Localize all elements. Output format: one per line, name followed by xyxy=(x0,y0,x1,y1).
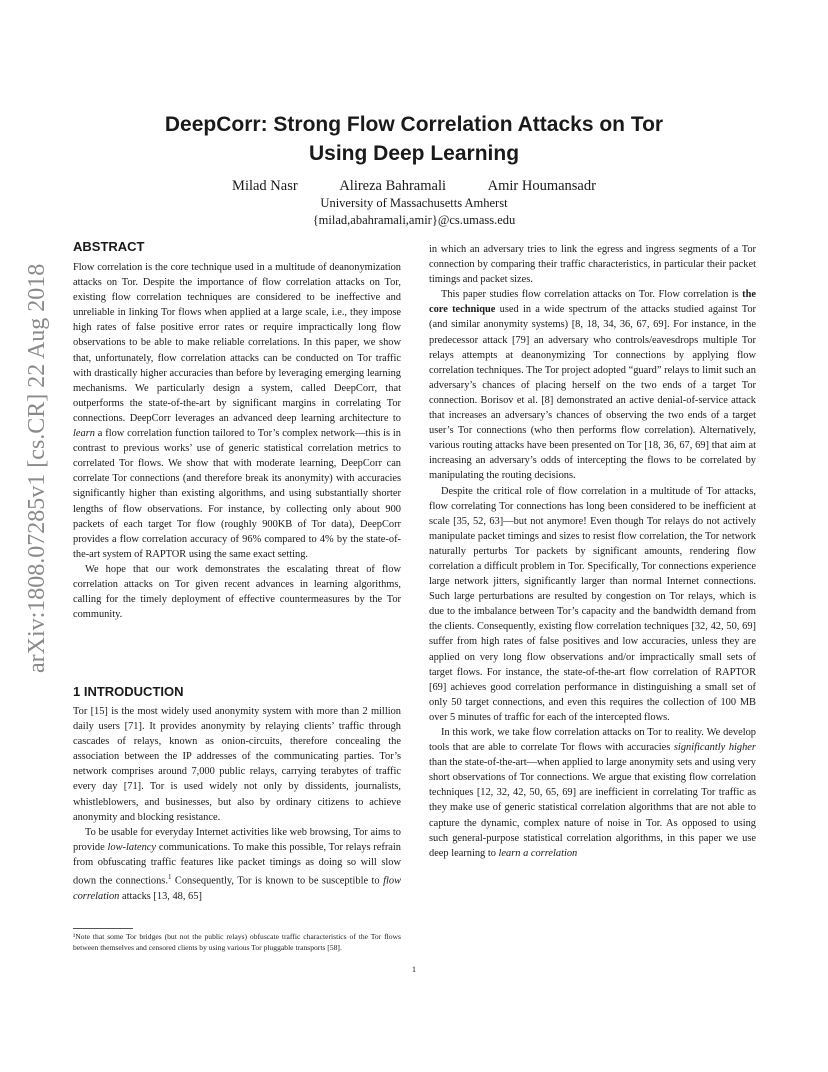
body-paragraph: in which an adversary tries to link the egress and ingress segments of a Tor connection by comparing their traffic characteristics, in particular their packet timings and packet sizes. xyxy=(429,244,756,286)
emphasis: learn a correlation xyxy=(498,847,578,859)
introduction-body-left xyxy=(73,704,401,904)
body-paragraph xyxy=(429,725,756,861)
text-run: than the state-of-the-art—when applied to large anonymity sets and using very short observations of Tor connections. We argue that existing flow correlation techniques [12, 32, 42, 50, 65, 69] are inefficient in correlating Tor traffic as they make use of generic statistical correlation algorithms that are not able to capture the dynamic, complex nature of noise in Tor. As opposed to using such general-purpose statistical correlation algorithms, in this paper we use deep learning to xyxy=(429,757,756,859)
author-name: Alireza Bahramali xyxy=(339,178,446,194)
text-run: Consequently, Tor is known to be susceptible to xyxy=(174,875,380,887)
text-run: In this work, we take flow correlation attacks on Tor to reality. We develop tools that are able to correlate Tor flows with accuracies xyxy=(429,727,756,754)
author-name: Milad Nasr xyxy=(232,178,298,194)
title-line-2: Using Deep Learning xyxy=(308,142,520,165)
text-run: used in a wide spectrum of the attacks studied against Tor (and similar anonymity systems) [8, 18, 34, 36, 67, 69]. For instance, in the predecessor attack [79] an adversary who controls/eavesdrops multiple Tor relays attempts at deanonymizing Tor connections by applying flow correlation techniques. The Tor project adopted “guard” relays to limit such an adversary’s chances of placing herself on the two ends of a target Tor connection. Borisov et al. [8] demonstrated an active denial-of-service attack that increases an adversary’s chances of observing the two ends of a target user’s Tor connections (who then performs flow correlation). Alternatively, various routing attacks have been presented on Tor [18, 36, 67, 69] that aim at increasing an adversary’s odds of intercepting the flows to be correlated by manipulating the routing decisions. xyxy=(429,304,756,482)
abstract-heading: ABSTRACT xyxy=(73,239,145,254)
text-run: a flow correlation function tailored to Tor’s complex network—this is in contrast to previous works’ use of generic statistical correlation metrics to correlated Tor flows. We show that with moderate learning, DeepCorr can correlate Tor connections (and therefore break its anonymity) with accuracies significantly higher than existing algorithms, and using substantially shorter lengths of flow observations. For instance, by collecting only about 900 packets of each target Tor flow (roughly 900KB of Tor data), DeepCorr provides a flow correlation accuracy of 96% compared to 4% by the state-of-the-art system of RAPTOR using the same exact setting. xyxy=(73,428,401,560)
footnote-rule xyxy=(73,928,133,929)
footnote-marker: 1 xyxy=(167,873,172,882)
author-name: Amir Houmansadr xyxy=(487,178,596,194)
footnote: ¹Note that some Tor bridges (but not the public relays) obfuscate traffic characteristics of the Tor flows between themselves and censored clients by using various Tor pluggable transports [58]. xyxy=(73,932,401,952)
text-run: This paper studies flow correlation attacks on Tor. Flow correlation is xyxy=(441,289,739,301)
emphasis: significantly higher xyxy=(673,742,756,754)
text-run: Flow correlation is the core technique used in a multitude of deanonymization attacks on Tor. Despite the importance of flow correlation attacks on Tor, existing flow correlation techniques are considered to be ineffective and unreliable in linking Tor flows when applied at a large scale, i.e., they impose high rates of false positive error rates or require impractically long flow observations to be able to make reliable correlations. In this paper, we show that, unfortunately, flow correlation attacks can be conducted on Tor traffic with drastically higher accuracies than before by leveraging emerging learning mechanisms. We particularly design a system, called DeepCorr, that outperforms the state-of-the-art by significant margins in correlating Tor connections. DeepCorr leverages an advanced deep learning architecture to xyxy=(73,262,401,424)
section-heading-introduction: 1 INTRODUCTION xyxy=(73,684,184,699)
title-line-1: DeepCorr: Strong Flow Correlation Attacks on Tor xyxy=(164,113,664,136)
body-paragraph xyxy=(73,825,401,904)
emphasis: learn xyxy=(73,428,95,440)
text-run: To be usable for everyday Internet activities like web browsing, Tor aims to provide xyxy=(73,826,401,853)
author-list xyxy=(90,178,738,195)
arxiv-stamp: arXiv:1808.07285v1 [cs.CR] 22 Aug 2018 xyxy=(24,263,50,673)
text-run: communications. To make this possible, Tor relays refrain from obfuscating traffic features like packet timings as doing so will slow down the connections. xyxy=(73,841,401,887)
body-paragraph: Tor [15] is the most widely used anonymity system with more than 2 million daily users [71]. It provides anonymity by relaying clients’ traffic through cascades of relays, known as onion-circuits, therefore concealing the association between the IP addresses of the communicating parties. Tor’s network comprises around 7,000 public relays, carrying terabytes of traffic every day [71]. Tor is used widely not only by dissidents, journalists, whistleblowers, and businesses, but also by ordinary citizens to achieve anonymity and blocking resistance. xyxy=(73,706,401,823)
body-paragraph: Despite the critical role of flow correlation in a multitude of Tor attacks, flow correlating Tor connections has long been considered to be inefficient at scale [35, 52, 63]—but not anymore! Even though Tor relays do not actively manipulate packet timings and sizes to resist flow correlation, the Tor network naturally perturbs Tor packets by significant amounts, rendering flow correlation a difficult problem in Tor. Specifically, Tor connections experience large network jitters, significantly larger than normal Internet connections. Such large perturbations are resulted by congestion on Tor relays, which is due to the imbalance between Tor’s capacity and the bandwidth demand from the clients. Consequently, existing flow correlation techniques [32, 42, 50, 69] suffer from high rates of false positives and low accuracies, unless they are applied on very long flow observations and/or impractically small sets of target flows. For instance, the state-of-the-art flow correlation of RAPTOR [69] achieves good correlation performance in distinguishing a small set of only 50 target connections, and even this requires the collection of 100 MB over 5 minutes of traffic for each of the intercepted flows. xyxy=(429,485,756,723)
text-run: attacks [13, 48, 65] xyxy=(121,890,202,902)
emphasis: low-latency xyxy=(107,841,157,853)
abstract-paragraph xyxy=(73,260,401,562)
emphasis: flow correlation xyxy=(73,875,401,902)
body-paragraph xyxy=(429,287,756,483)
abstract-paragraph: We hope that our work demonstrates the escalating threat of flow correlation attacks on Tor given recent advances in learning algorithms, calling for the timely deployment of effective countermeasures by the Tor community. xyxy=(73,563,401,621)
bold-text: the core technique xyxy=(429,289,756,316)
paper-title xyxy=(90,110,738,168)
affiliation: University of Massachusetts Amherst xyxy=(320,196,508,210)
page-number: 1 xyxy=(411,964,417,974)
abstract-body xyxy=(73,260,401,622)
introduction-body-right xyxy=(429,242,756,861)
author-emails: {milad,abahramali,amir}@cs.umass.edu xyxy=(312,213,516,227)
